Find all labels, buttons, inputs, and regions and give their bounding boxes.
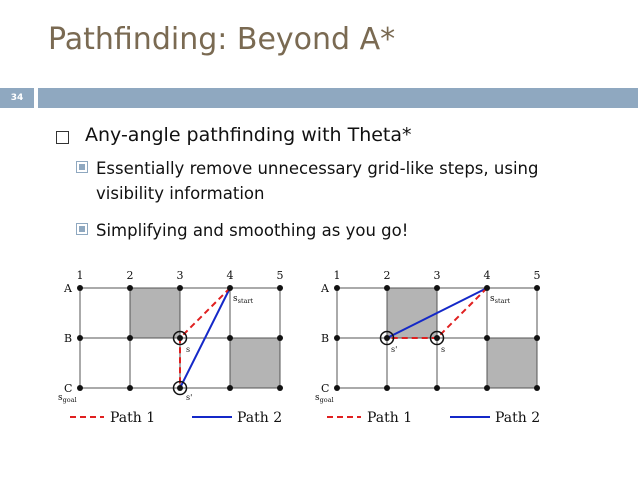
- slide-number: 34: [0, 88, 34, 108]
- column-labels: [77, 269, 284, 282]
- bullet-sub-1-line1: Essentially remove unnecessary grid-like steps, using: [96, 159, 539, 178]
- blocked-cell: [387, 288, 437, 338]
- bullet-sub-2-text: Simplifying and smoothing as you go!: [96, 221, 409, 240]
- svg-text:5: 5: [276, 269, 284, 282]
- s-goal-label: $s_{goal}$: [58, 393, 77, 404]
- s-prime-label: s': [391, 345, 398, 354]
- legend-path2-label: Path 2: [495, 410, 541, 426]
- svg-text:4: 4: [226, 269, 234, 282]
- svg-text:3: 3: [433, 269, 441, 282]
- bullet-sub-1-line2: visibility information: [96, 184, 265, 203]
- legend-path1-label: Path 1: [367, 410, 413, 426]
- blocked-cell: [130, 288, 180, 338]
- right-legend: [327, 410, 540, 426]
- s-label: s: [441, 345, 446, 354]
- svg-text:A: A: [321, 282, 329, 295]
- svg-text:1: 1: [76, 269, 84, 282]
- left-grid-panel: [58, 269, 284, 404]
- row-labels: [63, 282, 73, 395]
- svg-text:5: 5: [533, 269, 541, 282]
- legend-path2-label: Path 2: [237, 410, 283, 426]
- blocked-cell: [487, 338, 537, 388]
- svg-text:B: B: [64, 332, 73, 345]
- slide-title: Pathfinding: Beyond A*: [48, 22, 396, 57]
- svg-text:A: A: [64, 282, 72, 295]
- svg-text:3: 3: [176, 269, 184, 282]
- blocked-cell: [230, 338, 280, 388]
- svg-text:B: B: [321, 332, 330, 345]
- legend-path1-label: Path 1: [110, 410, 156, 426]
- svg-text:4: 4: [483, 269, 491, 282]
- right-grid-panel: [315, 269, 541, 404]
- s-start-label: $s_{start}$: [490, 294, 511, 305]
- svg-text:C: C: [321, 382, 330, 395]
- svg-text:1: 1: [333, 269, 341, 282]
- svg-text:2: 2: [126, 269, 134, 282]
- bullet-main-text: Any-angle pathfinding with Theta*: [85, 124, 412, 146]
- s-prime-label: s': [186, 393, 193, 402]
- column-labels: [334, 269, 541, 282]
- row-labels: [320, 282, 330, 395]
- s-goal-label: $s_{goal}$: [315, 393, 334, 404]
- s-label: s: [186, 345, 191, 354]
- svg-text:C: C: [64, 382, 73, 395]
- left-legend: [70, 410, 282, 426]
- svg-text:2: 2: [383, 269, 391, 282]
- s-start-label: $s_{start}$: [233, 294, 254, 305]
